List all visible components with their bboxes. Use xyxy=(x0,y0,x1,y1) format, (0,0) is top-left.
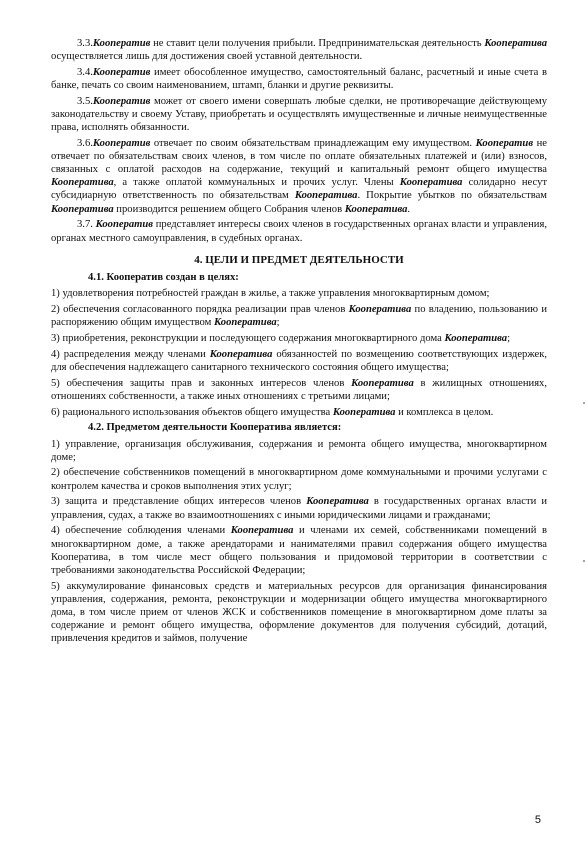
emphasis: Кооператива xyxy=(332,406,396,418)
emphasis: Кооператива xyxy=(214,316,277,328)
list-item: 1) удовлетворения потребностей граждан в жилье, а также управления многоквартирным домом; xyxy=(51,287,490,299)
page-content xyxy=(51,37,547,648)
list-item: 5) обеспечения защиты прав и законных интересов членов Кооператива в жилищных отношениях, отношениях собственности, а также иных отношениях с третьими лицами; xyxy=(51,377,548,402)
emphasis: Кооператива xyxy=(51,203,114,215)
scan-mark xyxy=(583,402,585,404)
emphasis: Кооператива xyxy=(294,190,358,202)
emphasis: Кооператива xyxy=(348,303,412,315)
emphasis: Кооператив xyxy=(475,138,534,150)
paragraph-3-6: 3.6.Кооператив отвечает по своим обязательствам принадлежащим ему имуществом. Кооператив не отвечает по обязательствам своих членов, в том числе по оплате обязательных платежей и (или) взносов, связанных с оплатой расходов на содержание, текущий и капитальный ремонт общего имущества Кооператива, а также оплатой коммунальных и прочих услуг. Члены Кооператива солидарно несут субсидиарную ответственность по обязательствам Кооператива. Покрытие убытков по обязательствам Кооператива производится решением общего Собрания членов Кооператива. xyxy=(51,138,547,215)
list-item: 1) управление, организация обслуживания, содержания и ремонта общего имущества, многоквартирном доме; xyxy=(51,438,547,463)
paragraph-3-4: 3.4.Кооператив имеет обособленное имущество, самостоятельный баланс, расчетный и иные счета в банке, печать со своим наименованием, штамп, бланки и другие реквизиты. xyxy=(51,66,547,92)
emphasis: Кооператив xyxy=(95,219,154,231)
emphasis: Кооператив xyxy=(92,95,151,107)
subsection-4-1-title: 4.1. Кооператив создан в целях: xyxy=(88,271,239,283)
emphasis: Кооператива xyxy=(484,38,547,49)
list-item: 2) обеспечения согласованного порядка реализации прав членов Кооператива по владению, пользованию и распоряжению общим имуществом Кооператива; xyxy=(51,303,547,328)
emphasis: Кооператива xyxy=(230,525,294,537)
list-item: 4) распределения между членами Кооператива обязанностей по возмещению соответствующих издержек, для обеспечения надлежащего санитарного технического состояния общего имущества; xyxy=(51,348,547,373)
page-number: 5 xyxy=(534,814,541,826)
list-item: 5) аккумулирование финансовых средств и материальных ресурсов для организация финансирования управления, содержания, ремонта, реконструкции и модернизации общего имущества многоквартирного дома, в том числе прием от членов ЖСК и собственников помещение в многоквартирном доме платы за содержание и ремонт общего имущества, оформление документов для получения субсидий, дотаций, привлечения кредитов и займов, получение xyxy=(51,580,547,644)
list-item: 3) приобретения, реконструкции и последующего содержания многоквартирного дома Кооператива; xyxy=(51,332,511,344)
list-item: 3) защита и представление общих интересов членов Кооператива в государственных органах власти и управления, судах, а также во взаимоотношениях с иными юридическими лицами и гражданами; xyxy=(51,496,547,521)
emphasis: Кооператив xyxy=(92,66,151,78)
paragraph-3-5: 3.5.Кооператив может от своего имени совершать любые сделки, не противоречащие действующему законодательству и своему Уставу, приобретать и осуществлять имущественные и личные неимущественные права, исполнять обязанности. xyxy=(51,95,547,134)
emphasis: Кооператива xyxy=(351,377,414,389)
paragraph-3-7: 3.7. Кооператив представляет интересы своих членов в государственных органах власти и управления, органах местного самоуправления, в судебных органах. xyxy=(51,219,547,244)
list-item: 2) обеспечение собственников помещений в многоквартирном доме коммунальными и прочими услугами с контролем качества и сроков выполнения этих услуг; xyxy=(51,467,547,492)
scan-mark xyxy=(583,560,585,562)
emphasis: Кооператива xyxy=(306,496,369,508)
emphasis: Кооператива xyxy=(209,348,273,360)
subsection-4-2-title: 4.2. Предметом деятельности Кооператива является: xyxy=(88,422,342,434)
subjects-list xyxy=(51,438,547,646)
emphasis: Кооператива xyxy=(444,332,508,344)
emphasis: Кооператива xyxy=(51,177,114,189)
emphasis: Кооператива xyxy=(399,177,463,189)
goals-list xyxy=(51,287,547,419)
emphasis: Кооператив xyxy=(92,138,151,150)
list-item: 6) рационального использования объектов общего имущества Кооператива и комплекса в целом. xyxy=(51,406,494,418)
section-heading: 4. ЦЕЛИ И ПРЕДМЕТ ДЕЯТЕЛЬНОСТИ xyxy=(194,253,404,266)
list-item: 4) обеспечение соблюдения членами Кооператива и членами их семей, собственниками помещений в многоквартирном доме, а также арендаторами и нанимателями правил содержания общего имущества Кооператива, в том числе мест общего пользования и придомовой территории в соответствии с требованиями законодательства Российской Федерации; xyxy=(51,525,547,576)
emphasis: Кооператива xyxy=(344,203,408,215)
paragraph-3-3: 3.3.Кооператив не ставит цели получения прибыли. Предпринимательская деятельность Кооператива осуществляется лишь для достижения своей уставной деятельности. xyxy=(51,38,547,63)
emphasis: Кооператив xyxy=(92,38,151,49)
